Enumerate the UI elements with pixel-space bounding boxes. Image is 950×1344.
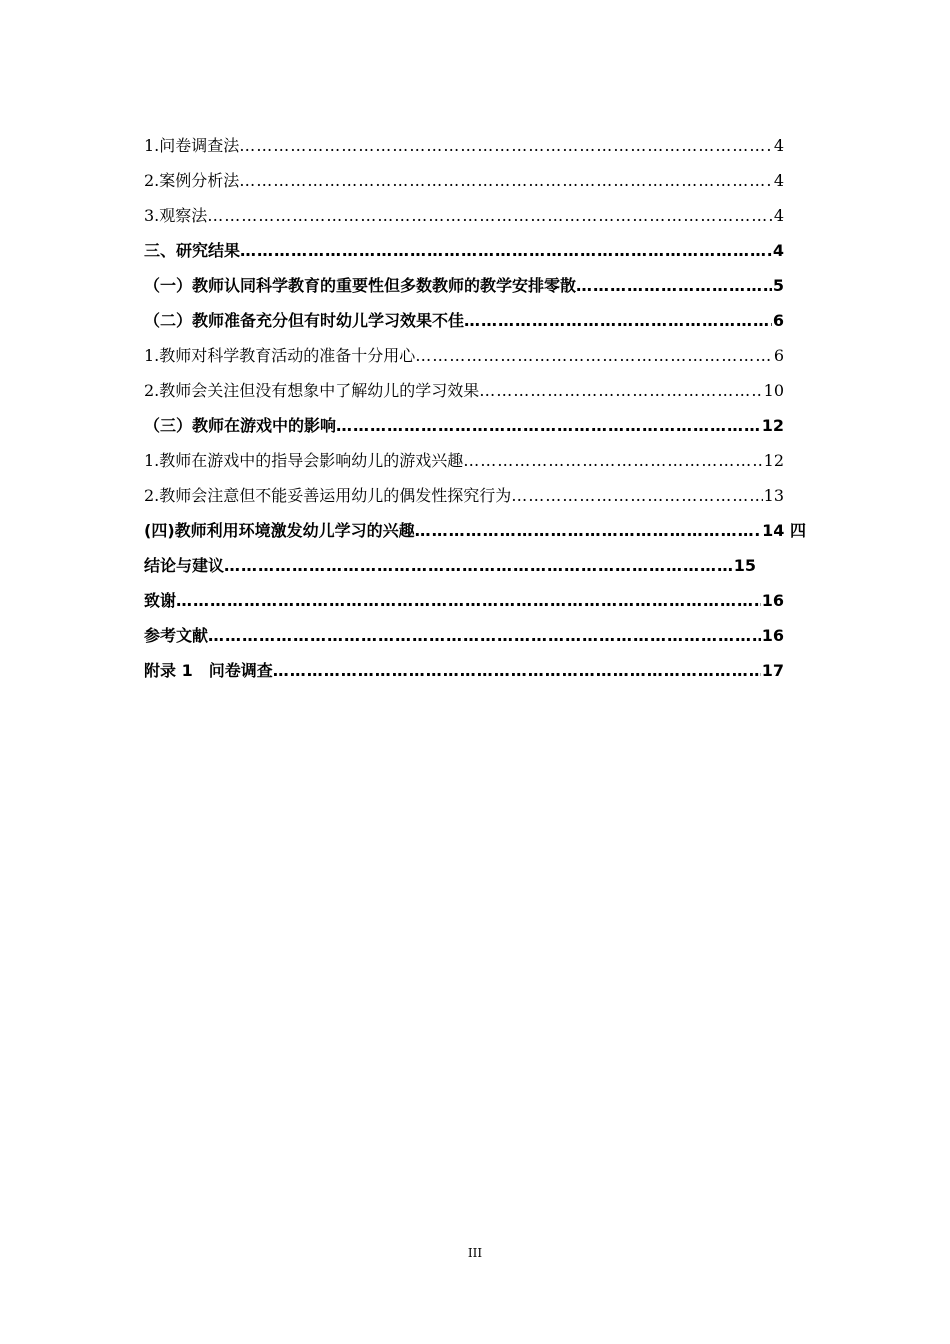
toc-entry: [144, 478, 810, 513]
table-of-contents: [144, 128, 810, 688]
toc-leader-dots: [207, 198, 773, 233]
toc-entry-page: 6: [772, 311, 784, 330]
toc-entry: [144, 618, 810, 653]
toc-entry: [144, 198, 810, 233]
toc-leader-dots: [336, 408, 761, 443]
toc-entry-label: （二）教师准备充分但有时幼儿学习效果不佳: [144, 311, 465, 330]
toc-entry-label: 参考文献: [144, 626, 209, 645]
toc-entry-page: 5: [772, 276, 784, 295]
toc-leader-dots: [208, 618, 761, 653]
toc-leader-dots: [415, 513, 762, 548]
toc-entry-label: 1.问卷调查法: [144, 136, 240, 155]
toc-entry-label: 致谢: [144, 591, 177, 610]
toc-leader-dots: [239, 163, 773, 198]
toc-entry-label: 1.教师对科学教育活动的准备十分用心: [144, 346, 416, 365]
toc-entry: [144, 233, 810, 268]
toc-entry-page: 4: [773, 171, 784, 190]
toc-entry-page: 16: [761, 591, 784, 610]
toc-entry: [144, 303, 810, 338]
toc-entry-label: （一）教师认同科学教育的重要性但多数教师的教学安排零散: [144, 276, 577, 295]
toc-entry-page: 16: [761, 626, 784, 645]
toc-entry-page: 14 四: [762, 521, 806, 540]
toc-leader-dots: [463, 443, 762, 478]
toc-leader-dots: [415, 338, 773, 373]
toc-leader-dots: [240, 233, 772, 268]
toc-entry-label: 1.教师在游戏中的指导会影响幼儿的游戏兴趣: [144, 451, 464, 470]
toc-entry-page: 6: [773, 346, 784, 365]
toc-entry: [144, 338, 810, 373]
toc-leader-dots: [224, 548, 733, 583]
toc-entry-label: 2.案例分析法: [144, 171, 240, 190]
toc-entry-label: （三）教师在游戏中的影响: [144, 416, 337, 435]
page-number-footer: III: [467, 1246, 483, 1260]
toc-entry-label: 2.教师会关注但没有想象中了解幼儿的学习效果: [144, 381, 480, 400]
toc-entry-page: 12: [763, 451, 784, 470]
toc-leader-dots: [239, 128, 773, 163]
toc-leader-dots: [479, 373, 762, 408]
toc-leader-dots: [176, 583, 761, 618]
toc-entry-page: 10: [763, 381, 784, 400]
toc-entry-page: 4: [773, 136, 784, 155]
toc-entry: [144, 653, 810, 688]
toc-entry-label: 三、研究结果: [144, 241, 241, 260]
toc-entry-page: 12: [761, 416, 784, 435]
toc-leader-dots: [273, 653, 761, 688]
toc-entry-page: 15: [733, 556, 756, 575]
toc-entry: [144, 443, 810, 478]
toc-entry: [144, 548, 810, 583]
toc-entry: [144, 513, 810, 548]
toc-entry-label: 3.观察法: [144, 206, 208, 225]
toc-entry: [144, 128, 810, 163]
toc-entry-label: 2.教师会注意但不能妥善运用幼儿的偶发性探究行为: [144, 486, 512, 505]
toc-leader-dots: [511, 478, 762, 513]
toc-entry-label: 附录 1 问卷调查: [144, 661, 273, 680]
toc-entry: [144, 583, 810, 618]
toc-entry-page: 4: [772, 241, 784, 260]
toc-entry-page: 17: [761, 661, 784, 680]
toc-entry-page: 4: [773, 206, 784, 225]
toc-entry-label: (四)教师利用环境激发幼儿学习的兴趣: [144, 521, 415, 540]
toc-entry-page: 13: [763, 486, 784, 505]
toc-entry: [144, 408, 810, 443]
toc-entry-label: 结论与建议: [144, 556, 225, 575]
toc-entry: [144, 373, 810, 408]
toc-entry: [144, 268, 810, 303]
toc-leader-dots: [576, 268, 772, 303]
toc-leader-dots: [464, 303, 772, 338]
toc-entry: [144, 163, 810, 198]
